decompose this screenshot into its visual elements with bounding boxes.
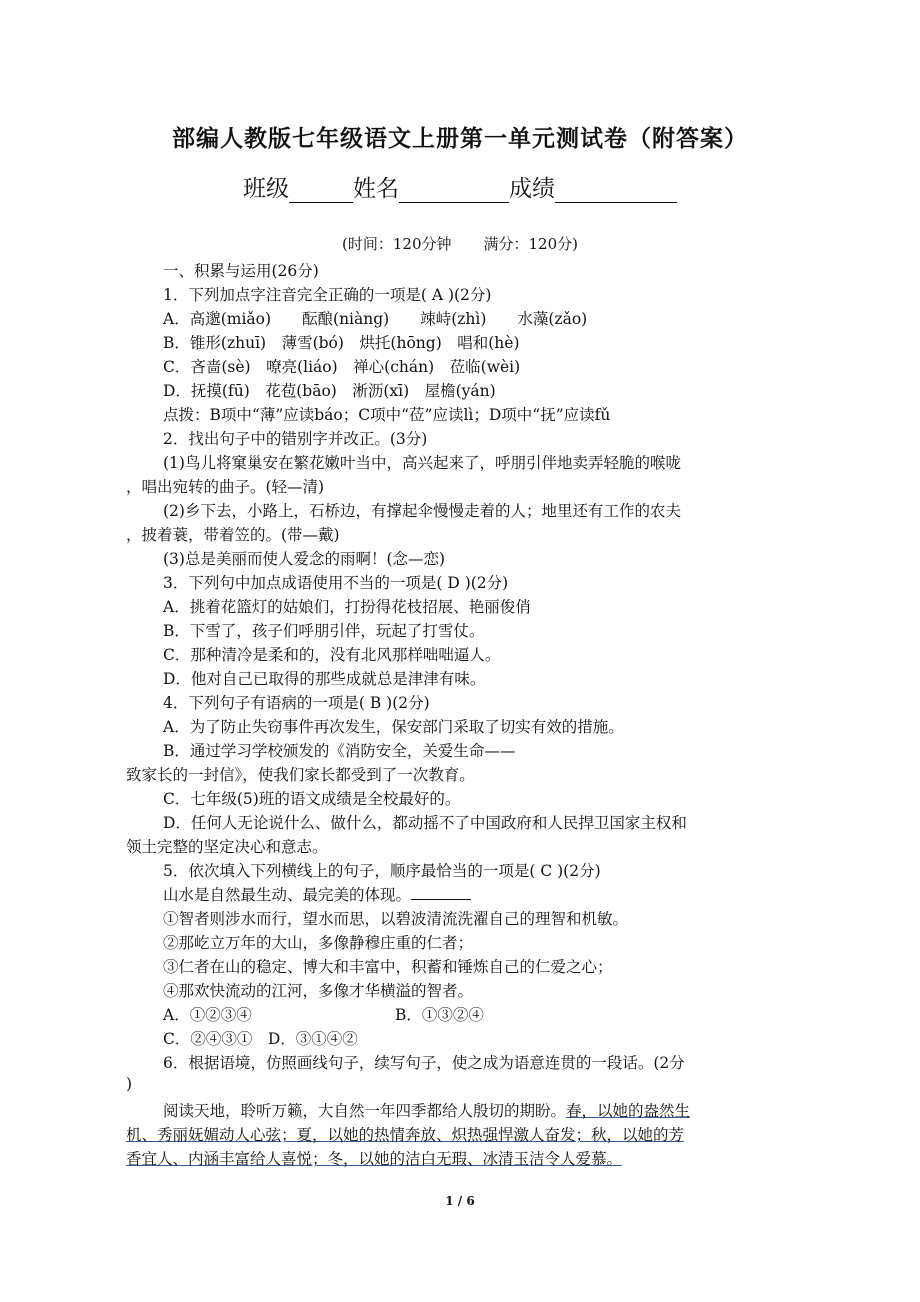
passage-line	[163, 883, 471, 905]
class-label: 班级	[243, 176, 289, 202]
sentence-text: (2)乡下去，小路上，石桥边，有撑起伞慢慢走着的人；地里还有工作的农夫	[163, 502, 681, 520]
option-line: C．那种清冷是柔和的，没有北风那样咄咄逼人。	[163, 646, 501, 664]
paragraph-line	[163, 1099, 690, 1121]
option-line: C．吝啬(sè) 嘹亮(liáo) 禅心(chán) 莅临(wèi)	[163, 358, 521, 376]
name-field[interactable]	[399, 180, 509, 203]
option-line: 领土完整的坚定决心和意志。	[126, 838, 328, 856]
sentence-text: (3)总是美丽而使人爱念的雨啊！(念—恋)	[163, 550, 446, 568]
fill-blank	[411, 889, 471, 900]
question-text: 4．下列句子有语病的一项是( B )(2分)	[163, 694, 430, 712]
paragraph-text: 阅读天地，聆听万籁，大自然一年四季都给人殷切的期盼。	[163, 1102, 567, 1120]
option-line: 致家长的一封信》，使我们家长都受到了一次教育。	[126, 766, 475, 784]
underlined-text: 香宜人、内涵丰富给人喜悦；冬，以她的洁白无瑕、冰清玉洁令人爱慕。	[126, 1150, 623, 1168]
answer-option: C．②④③① D．③①④②	[163, 1030, 358, 1048]
option-line: D．他对自己已取得的那些成就总是津津有味。	[163, 670, 486, 688]
option-line: A．挑着花篮灯的姑娘们，打扮得花枝招展、艳丽俊俏	[163, 598, 531, 616]
question-text: 2．找出句子中的错别字并改正。(3分)	[163, 430, 428, 448]
exam-time: (时间：120分钟	[342, 235, 452, 253]
question-text: 5．依次填入下列横线上的句子，顺序最恰当的一项是( C )(2分)	[163, 862, 601, 880]
underlined-text: 机、秀丽妩媚动人心弦；夏，以她的热情奔放、炽热强悍激人奋发；秋，以她的芳	[126, 1126, 685, 1144]
page-number: 1 / 6	[445, 1194, 475, 1208]
score-field[interactable]	[555, 180, 677, 203]
class-field[interactable]	[289, 180, 353, 203]
option-line: B．下雪了，孩子们呼朋引伴，玩起了打雪仗。	[163, 622, 485, 640]
sentence-text: (1)鸟儿将窠巢安在繁花嫩叶当中，高兴起来了，呼朋引伴地卖弄轻脆的喉咙	[163, 454, 681, 472]
option-line: A．为了防止失窃事件再次发生，保安部门采取了切实有效的措施。	[163, 718, 624, 736]
option-line: D．抚摸(fū) 花苞(bāo) 淅沥(xī) 屋檐(yán)	[163, 382, 496, 400]
sentence-text: ，披着蓑，带着笠的。(带—戴)	[126, 526, 340, 544]
sentence-text: ，唱出宛转的曲子。(轻—清)	[126, 478, 325, 496]
exam-full-score: 满分：120分)	[483, 235, 578, 253]
explanation-text: 点拨：B项中“薄”应读báo；C项中“莅”应读lì；D项中“抚”应读fǔ	[163, 406, 611, 424]
sentence-option: ①智者则涉水而行，望水而思，以碧波清流洗濯自己的理智和机敏。	[163, 910, 629, 928]
section-heading: 一、积累与运用(26分)	[163, 262, 319, 280]
question-text: )	[126, 1075, 133, 1093]
answer-option: A．①②③④	[163, 1006, 252, 1024]
option-line: B．锥形(zhuī) 薄雪(bó) 烘托(hōng) 唱和(hè)	[163, 334, 520, 352]
option-line: C．七年级(5)班的语文成绩是全校最好的。	[163, 790, 461, 808]
page-title: 部编人教版七年级语文上册第一单元测试卷（附答案）	[172, 125, 748, 152]
student-info-row	[0, 170, 920, 203]
exam-meta	[0, 233, 920, 254]
sentence-option: ③仁者在山的稳定、博大和丰富中，积蓄和锤炼自己的仁爱之心；	[163, 958, 613, 976]
sentence-option: ④那欢快流动的江河，多像才华横溢的智者。	[163, 982, 474, 1000]
option-line: A．高邈(miǎo) 酝酿(niàng) 竦峙(zhì) 水藻(zǎo)	[163, 310, 588, 328]
passage-text: 山水是自然最生动、最完美的体现。	[163, 886, 412, 904]
question-text: 6．根据语境，仿照画线句子，续写句子，使之成为语意连贯的一段话。(2分	[163, 1054, 685, 1072]
option-line: B．通过学习学校颁发的《消防安全，关爱生命——	[163, 742, 516, 760]
question-text: 1．下列加点字注音完全正确的一项是( A )(2分)	[163, 286, 492, 304]
option-line: D．任何人无论说什么、做什么，都动摇不了中国政府和人民捍卫国家主权和	[163, 814, 687, 832]
question-text: 3．下列句中加点成语使用不当的一项是( D )(2分)	[163, 574, 509, 592]
sentence-option: ②那屹立万年的大山，多像静穆庄重的仁者；	[163, 934, 474, 952]
score-label: 成绩	[509, 176, 555, 202]
answer-option: B．①③②④	[395, 1006, 484, 1024]
name-label: 姓名	[353, 176, 399, 202]
underlined-text: 春，以她的盎然生	[566, 1102, 691, 1120]
